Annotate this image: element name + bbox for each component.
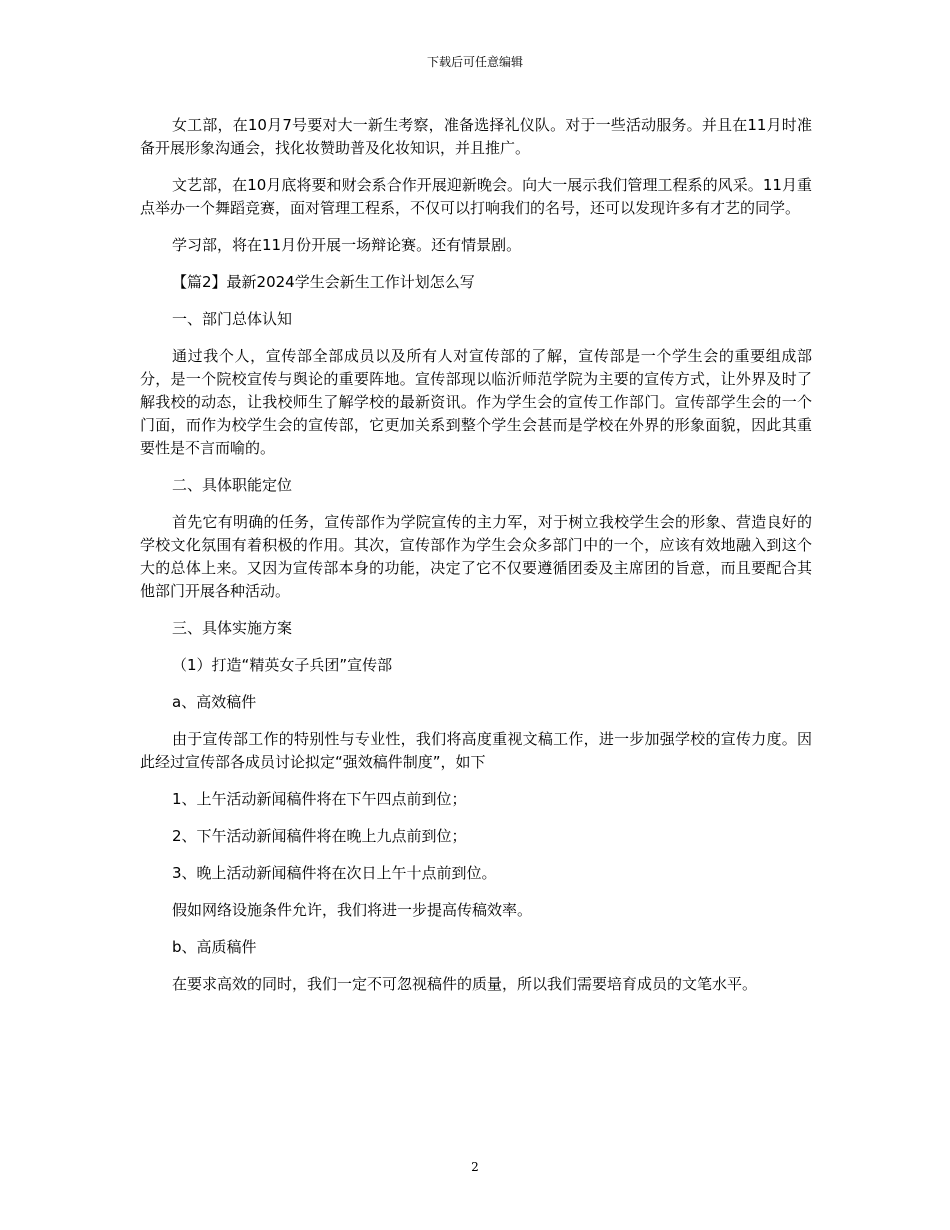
section-heading: 【篇2】最新2024学生会新生工作计划怎么写 bbox=[172, 273, 475, 291]
paragraph: 文艺部，在10月底将要和财会系合作开展迎新晚会。向大一展示我们管理工程系的风采。11月重点举办一个舞蹈竞赛，面对管理工程系，不仅可以打响我们的名号，还可以发现许多有才艺的同学。 bbox=[140, 176, 812, 217]
list-item: 2、下午活动新闻稿件将在晚上九点前到位； bbox=[172, 827, 467, 845]
paragraph: 学习部，将在11月份开展一场辩论赛。还有情景剧。 bbox=[172, 236, 522, 254]
section-heading: 一、部门总体认知 bbox=[172, 310, 293, 328]
paragraph: 在要求高效的同时，我们一定不可忽视稿件的质量，所以我们需要培育成员的文笔水平。 bbox=[172, 975, 758, 993]
subsection-heading: b、高质稿件 bbox=[172, 938, 257, 956]
paragraph: 由于宣传部工作的特别性与专业性，我们将高度重视文稿工作，进一步加强学校的宣传力度。因此经过宣传部各成员讨论拟定“强效稿件制度”，如下 bbox=[140, 730, 812, 771]
paragraph: 假如网络设施条件允许，我们将进一步提高传稿效率。 bbox=[172, 901, 533, 919]
list-item: 1、上午活动新闻稿件将在下午四点前到位； bbox=[172, 790, 467, 808]
page-header: 下载后可任意编辑 bbox=[426, 55, 523, 69]
paragraph: 首先它有明确的任务，宣传部作为学院宣传的主力军，对于树立我校学生会的形象、营造良好的学校文化氛围有着积极的作用。其次，宣传部作为学生会众多部门中的一个，应该有效地融入到这个大的总体上来。又因为宣传部本身的功能，决定了它不仅要遵循团委及主席团的旨意，而且要配合其他部门开展各种活动。 bbox=[140, 513, 812, 600]
page-number: 2 bbox=[471, 1160, 479, 1174]
subsection-heading: （1）打造“精英女子兵团”宣传部 bbox=[172, 656, 393, 674]
paragraph: 通过我个人，宣传部全部成员以及所有人对宣传部的了解，宣传部是一个学生会的重要组成部分，是一个院校宣传与舆论的重要阵地。宣传部现以临沂师范学院为主要的宣传方式，让外界及时了解我校的动态，让我校师生了解学校的最新资讯。作为学生会的宣传工作部门。宣传部学生会的一个门面，而作为校学生会的宣传部，它更加关系到整个学生会甚而是学校在外界的形象面貌，因此其重要性是不言而喻的。 bbox=[140, 347, 812, 457]
paragraph: 女工部，在10月7号要对大一新生考察，准备选择礼仪队。对于一些活动服务。并且在11月时准备开展形象沟通会，找化妆赞助普及化妆知识，并且推广。 bbox=[140, 116, 812, 157]
document-body bbox=[140, 114, 812, 1010]
section-heading: 三、具体实施方案 bbox=[172, 619, 293, 637]
list-item: 3、晚上活动新闻稿件将在次日上午十点前到位。 bbox=[172, 864, 497, 882]
subsection-heading: a、高效稿件 bbox=[172, 693, 257, 711]
section-heading: 二、具体职能定位 bbox=[172, 476, 293, 494]
